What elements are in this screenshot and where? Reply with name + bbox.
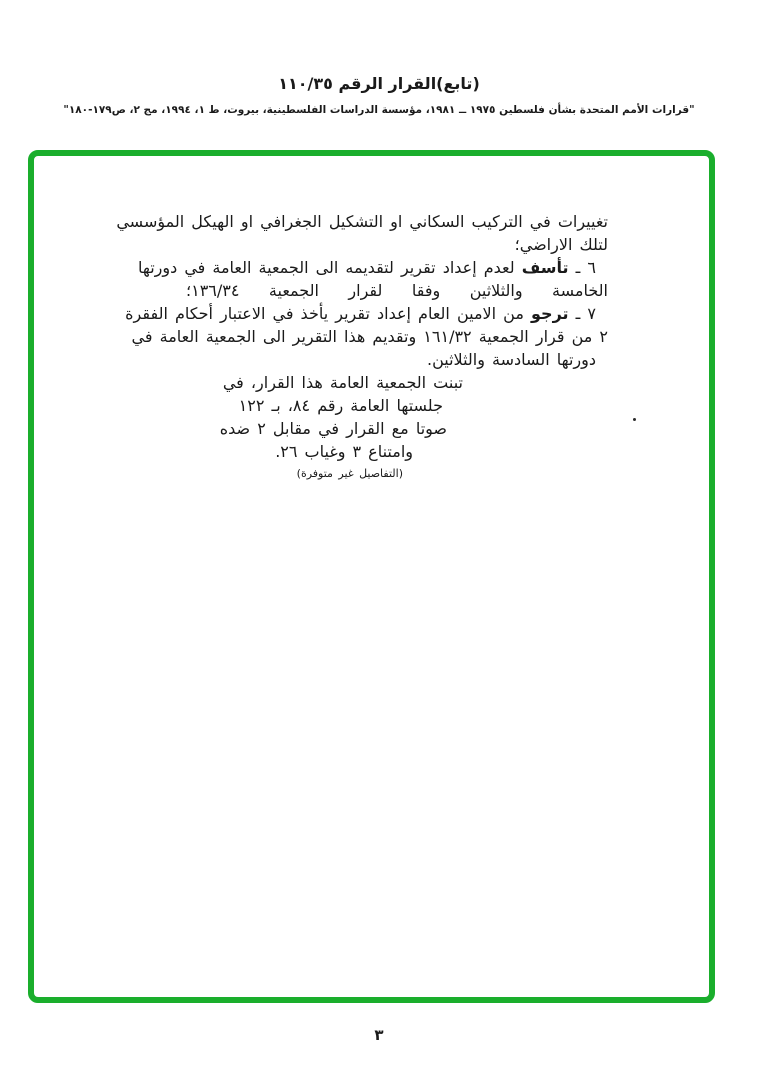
details-note: (التفاصيل غير متوفرة) [296, 467, 403, 480]
ink-speck [633, 418, 636, 421]
adoption-note-line-2: جلستها العامة رقم ٨٤، بـ ١٢٢ [238, 396, 443, 415]
adoption-note-line-3: صوتا مع القرار في مقابل ٢ ضده [219, 419, 447, 438]
clause-7-line-2: ٢ من قرار الجمعية ١٦١/٣٢ وتقديم هذا التقرير الى الجمعية العامة في [131, 327, 608, 346]
clause-7-line-1-rest: من الامين العام إعداد تقرير يأخذ في الاعتبار أحكام الفقرة [125, 304, 532, 323]
page-number: ٣ [374, 1026, 384, 1044]
clause-7-line-3: دورتها السادسة والثلاثين. [427, 350, 596, 369]
clause-6-operative-word: تأسف [521, 258, 569, 277]
clause-6-line-1 [137, 256, 608, 279]
source-citation-line: "قرارات الأمم المتحدة بشأن فلسطين ١٩٧٥ ــ ١٩٨١، مؤسسة الدراسات الفلسطينية، بيروت، ط ١، ١٩٩٤، مج ٢، ص١٧٩-١٨٠" [63, 104, 695, 116]
clause-7-number: ٧ ـ [568, 304, 596, 323]
continuation-line-2: لتلك الاراضي؛ [514, 235, 608, 254]
clause-6-line-1-rest: لعدم إعداد تقرير لتقديمه الى الجمعية العامة في دورتها [137, 258, 522, 277]
resolution-title: (تابع)القرار الرقم ١١٠/٣٥ [278, 74, 480, 93]
adoption-note-line-1: تبنت الجمعية العامة هذا القرار، في [222, 373, 463, 392]
clause-7-line-1 [125, 302, 608, 325]
adoption-note-line-4: وامتناع ٣ وغياب ٢٦. [275, 442, 413, 461]
clause-6-number: ٦ ـ [568, 258, 596, 277]
resolution-text-block [116, 210, 608, 484]
clause-7-operative-word: ترجو [531, 304, 569, 323]
continuation-line-1: تغييرات في التركيب السكاني او التشكيل الجغرافي او الهيكل المؤسسي [116, 212, 608, 231]
adoption-note [186, 371, 463, 484]
clause-6-line-2: الخامسة والثلاثين وفقا لقرار الجمعية ١٣٦/٣٤؛ [186, 281, 608, 300]
